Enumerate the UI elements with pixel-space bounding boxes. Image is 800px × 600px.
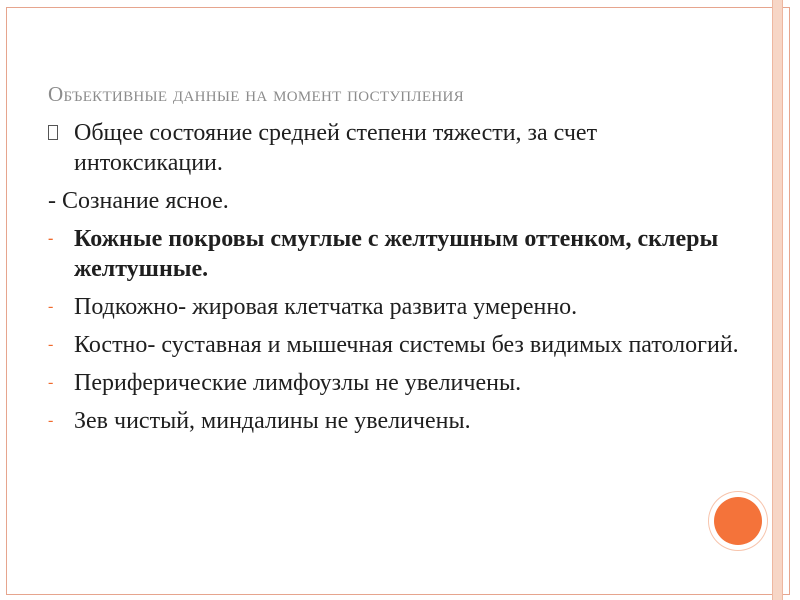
decorative-band bbox=[772, 0, 783, 600]
list-item bbox=[48, 406, 748, 436]
list-item-text: - Сознание ясное. bbox=[48, 188, 229, 214]
dash-bullet-icon: - bbox=[48, 412, 54, 429]
square-bullet-icon bbox=[48, 125, 58, 140]
list-item-text: Периферические лимфоузлы не увеличены. bbox=[74, 370, 522, 396]
slide-title-text: ОБЪЕКТИВНЫЕ ДАННЫЕ НА МОМЕНТ ПОСТУПЛЕНИЯ bbox=[48, 82, 464, 106]
list-item-text: Подкожно- жировая клетчатка развита умеренно. bbox=[74, 294, 578, 320]
dash-bullet-icon: - bbox=[48, 374, 54, 391]
list-item bbox=[48, 224, 748, 284]
content-list bbox=[48, 118, 748, 444]
list-item bbox=[48, 368, 748, 398]
list-item-text: Зев чистый, миндалины не увеличены. bbox=[74, 408, 471, 434]
dash-bullet-icon: - bbox=[48, 298, 54, 315]
decorative-circle-icon bbox=[714, 497, 762, 545]
list-item bbox=[48, 292, 748, 322]
list-item bbox=[48, 330, 748, 360]
list-item bbox=[48, 186, 748, 216]
dash-bullet-icon: - bbox=[48, 336, 54, 353]
list-item bbox=[48, 118, 748, 178]
list-item-text: Кожные покровы смуглые с желтушным оттенком, склеры желтушные. bbox=[74, 226, 719, 282]
dash-bullet-icon: - bbox=[48, 230, 54, 247]
list-item-text: Костно- суставная и мышечная системы без видимых патологий. bbox=[74, 332, 739, 358]
list-item-text: Общее состояние средней степени тяжести, за счет интоксикации. bbox=[74, 120, 598, 176]
slide-title bbox=[48, 82, 464, 107]
